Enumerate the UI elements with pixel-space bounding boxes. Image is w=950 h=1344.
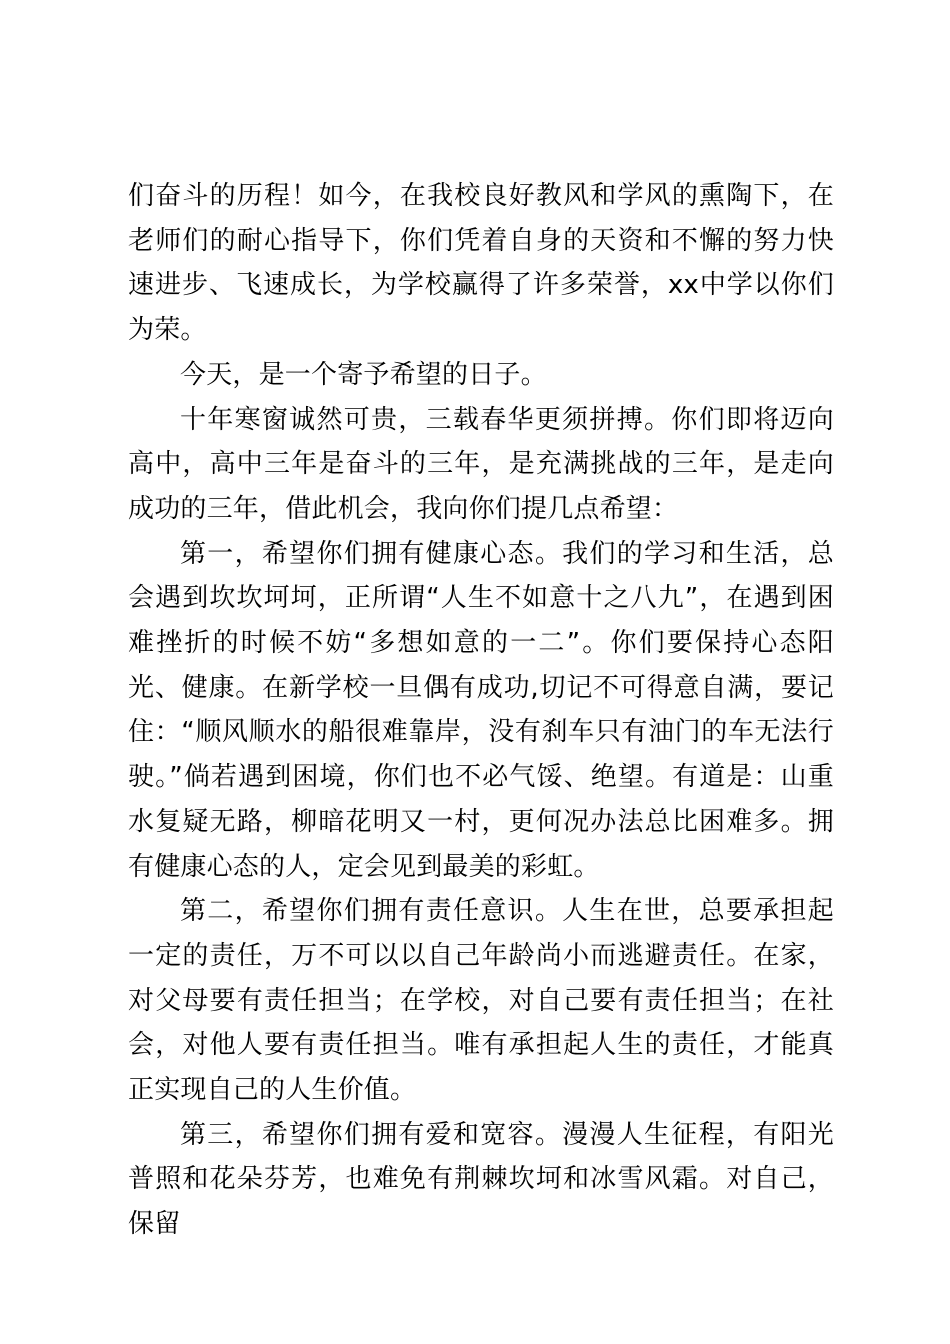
body-text xyxy=(128,174,834,1247)
paragraph-1: 们奋斗的历程！如今，在我校良好教风和学风的熏陶下，在老师们的耐心指导下，你们凭着自身的天资和不懈的努力快速进步、飞速成长，为学校赢得了许多荣誉，xx中学以你们为荣。 xyxy=(128,181,834,346)
paragraph-3: 十年寒窗诚然可贵，三载春华更须拼搏。你们即将迈向高中，高中三年是奋斗的三年，是充满挑战的三年，是走向成功的三年，借此机会，我向你们提几点希望： xyxy=(128,404,834,524)
paragraph-4: 第一，希望你们拥有健康心态。我们的学习和生活，总会遇到坎坎坷坷，正所谓“人生不如意十之八九”，在遇到困难挫折的时候不妨“多想如意的一二”。你们要保持心态阳光、健康。在新学校一旦偶有成功,切记不可得意自满，要记住：“顺风顺水的船很难靠岸，没有刹车只有油门的车无法行驶。”倘若遇到困境，你们也不必气馁、绝望。有道是：山重水复疑无路，柳暗花明又一村，更何况办法总比困难多。拥有健康心态的人，定会见到最美的彩虹。 xyxy=(128,538,834,882)
paragraph-6: 第三，希望你们拥有爱和宽容。漫漫人生征程，有阳光普照和花朵芬芳，也难免有荆棘坎坷和冰雪风霜。对自己，保留 xyxy=(128,1119,834,1240)
paragraph-5: 第二，希望你们拥有责任意识。人生在世，总要承担起一定的责任，万不可以以自己年龄尚小而逃避责任。在家，对父母要有责任担当；在学校，对自己要有责任担当；在社会，对他人要有责任担当。唯有承担起人生的责任，才能真正实现自己的人生价值。 xyxy=(128,896,834,1106)
paragraph-2: 今天，是一个寄予希望的日子。 xyxy=(180,359,547,390)
